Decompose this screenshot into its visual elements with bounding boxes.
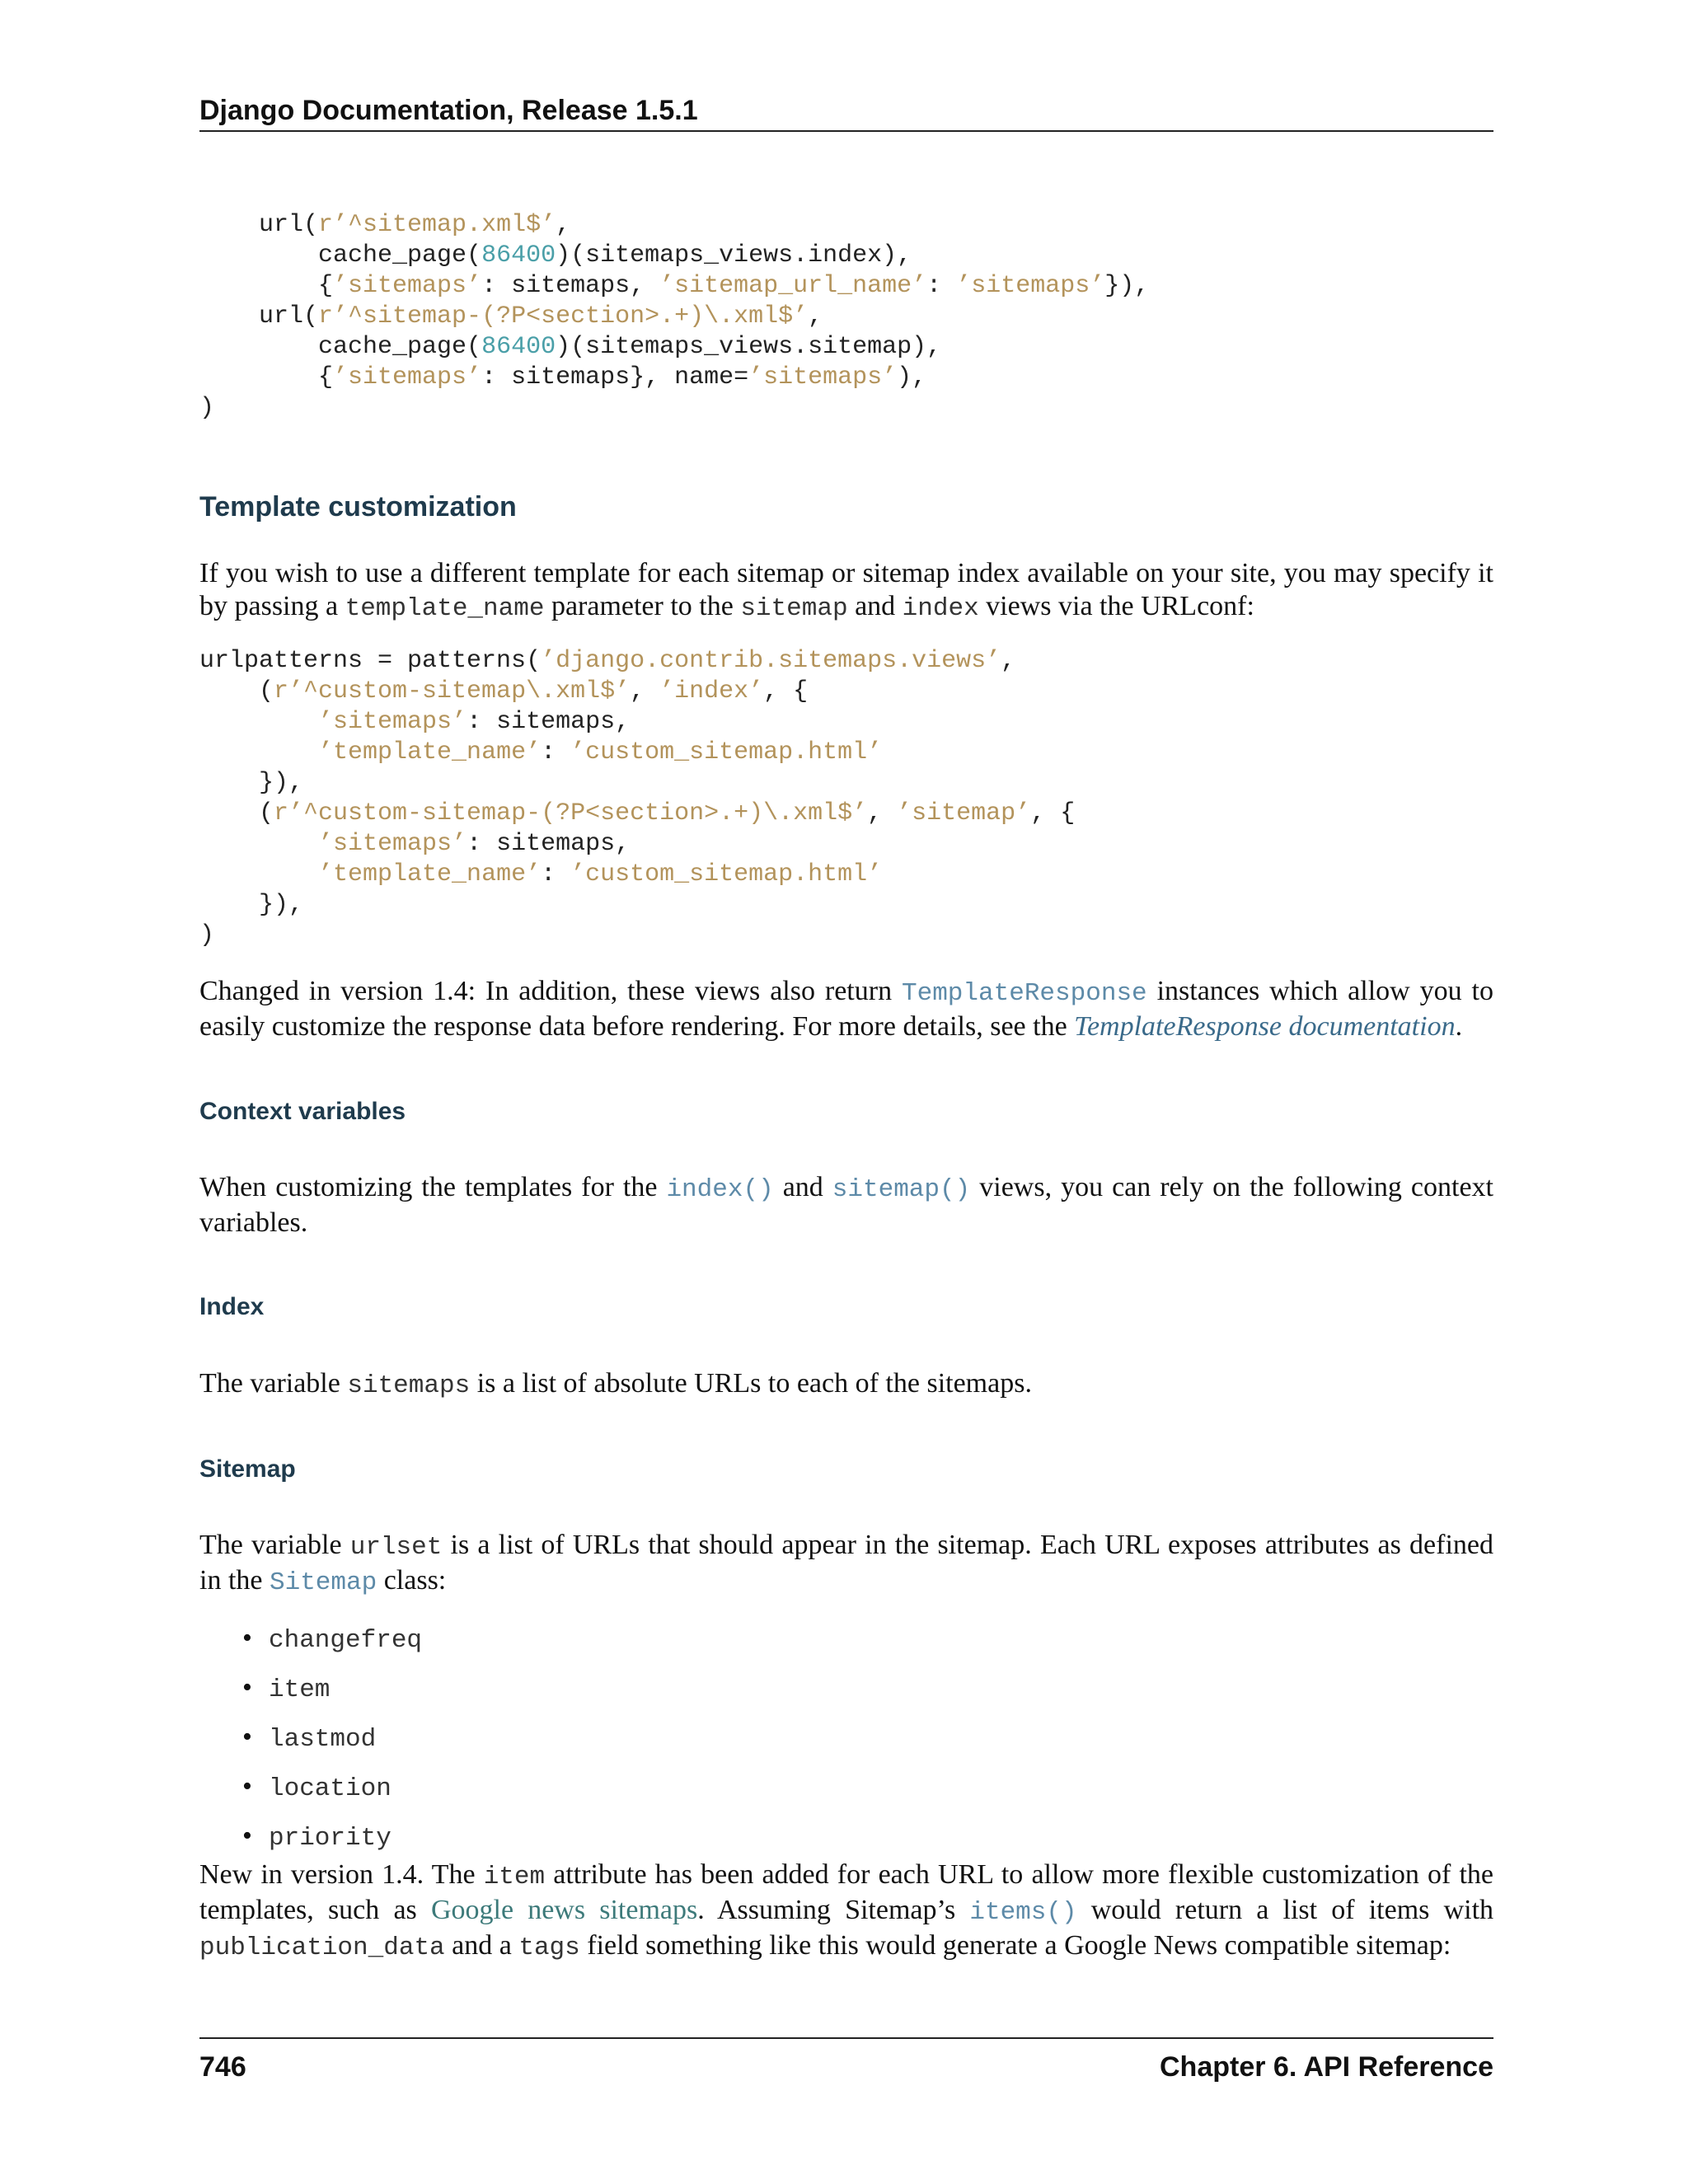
index-ref-link[interactable]: index() xyxy=(666,1175,774,1204)
new-version-note: New in version 1.4. The item attribute has been added for each URL to allow more flexible customization of the templates, such as Google news sitemaps. Assuming Sitemap’s items() would return a list of items with publication_data and a tags field something like this would generate a Google News compatible sitemap: xyxy=(199,1859,1494,1962)
list-item: • changefreq xyxy=(242,1614,422,1663)
template-customization-paragraph: If you wish to use a different template for each sitemap or sitemap index available on your site, you may specify it by passing a template_name parameter to the sitemap and index views via the URLconf: xyxy=(199,558,1493,623)
items-ref-link[interactable]: items() xyxy=(969,1898,1077,1927)
list-item: • item xyxy=(242,1663,422,1713)
code-block-url-patterns: url(r’^sitemap.xml$’, cache_page(86400)(sitemaps_views.index), {’sitemaps’: sitemaps, ’sitemap_url_name’: ’sitemaps’}), url(r’^sitemap-(?P<section>.+)\.xml$’, cache_page(86400)(sitemaps_views.sitemap), {’sitemaps’: sitemaps}, name=’sitemaps’), ) xyxy=(199,211,1150,422)
bullet-icon: • xyxy=(242,1623,252,1653)
sitemap-paragraph: The variable urlset is a list of URLs that should appear in the sitemap. Each URL exposes attributes as defined in the Sitemap class: xyxy=(199,1530,1493,1597)
google-news-sitemaps-link[interactable]: Google news sitemaps xyxy=(430,1895,698,1925)
index-paragraph: The variable sitemaps is a list of absolute URLs to each of the sitemaps. xyxy=(199,1368,1032,1400)
running-header: Django Documentation, Release 1.5.1 xyxy=(199,92,1493,132)
sitemap-ref-link[interactable]: sitemap() xyxy=(832,1175,971,1204)
heading-template-customization: Template customization xyxy=(199,491,517,523)
list-item: • location xyxy=(242,1762,422,1811)
bullet-icon: • xyxy=(242,1722,252,1752)
page-number: 746 xyxy=(199,2051,246,2083)
changed-version-note: Changed in version 1.4: In addition, these views also return TemplateResponse instances which allow you to easily customize the response data before rendering. For more details, see the TemplateResponse documentation. xyxy=(199,976,1493,1042)
list-item: • lastmod xyxy=(242,1713,422,1762)
code-block-custom-templates: urlpatterns = patterns(’django.contrib.sitemaps.views’, (r’^custom-sitemap\.xml$’, ’index’, { ’sitemaps’: sitemaps, ’template_name’: ’custom_sitemap.html’ }), (r’^custom-sitemap-(?P<section>.+)\.xml$’, ’sitemap’, { ’sitemaps’: sitemaps, ’template_name’: ’custom_sitemap.html’ }), ) xyxy=(199,647,1076,949)
list-item: • priority xyxy=(242,1811,422,1861)
templateresponse-documentation-link[interactable]: TemplateResponse documentation xyxy=(1074,1011,1456,1042)
heading-context-variables: Context variables xyxy=(199,1098,406,1125)
heading-index: Index xyxy=(199,1293,265,1320)
bullet-icon: • xyxy=(242,1821,252,1851)
chapter-title: Chapter 6. API Reference xyxy=(1160,2051,1493,2083)
sitemap-class-ref-link[interactable]: Sitemap xyxy=(269,1568,377,1597)
bullet-icon: • xyxy=(242,1771,252,1802)
bullet-icon: • xyxy=(242,1672,252,1703)
running-footer xyxy=(199,2037,1493,2082)
heading-sitemap: Sitemap xyxy=(199,1455,296,1483)
templateresponse-ref-link[interactable]: TemplateResponse xyxy=(902,979,1147,1008)
url-attribute-list xyxy=(242,1614,422,1861)
document-page xyxy=(199,0,1493,2184)
context-variables-paragraph: When customizing the templates for the index() and sitemap() views, you can rely on the following context variables. xyxy=(199,1172,1493,1238)
